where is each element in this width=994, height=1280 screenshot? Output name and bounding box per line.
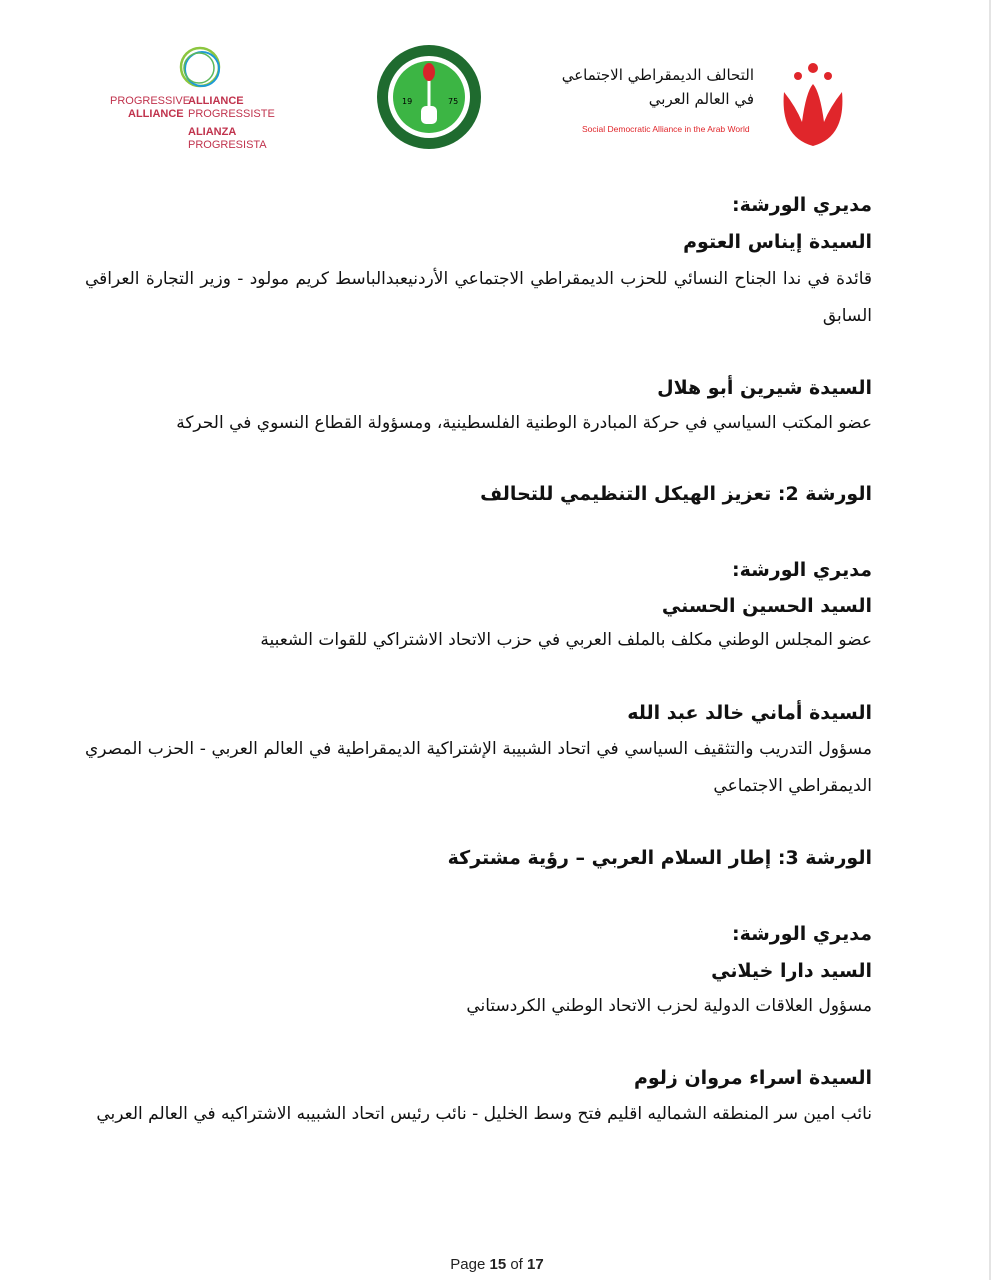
heading: السيدة شيرين أبو هلال	[657, 377, 872, 399]
svg-text:75: 75	[448, 97, 459, 106]
paragraph: قائدة في ندا الجناح النسائي للحزب الديمقراطي الاجتماعي الأردنيعبدالباسط كريم مولود - وزير التجارة العراقي السابق	[85, 269, 872, 326]
logo-text: ALIANZA	[188, 126, 237, 138]
heading: مديري الورشة:	[731, 194, 872, 216]
page-number: 15	[489, 1256, 507, 1273]
progressive-alliance-logo	[108, 44, 275, 154]
logo-text: PROGRESISTA	[188, 139, 267, 151]
heading: السيدة أماني خالد عبد الله	[627, 702, 872, 724]
page-edge	[989, 0, 991, 1280]
heading: السيدة إيناس العتوم	[683, 231, 872, 253]
logo-text: ALLIANCE	[128, 108, 184, 120]
page-label: Page	[450, 1256, 486, 1273]
heading: السيد الحسين الحسني	[661, 595, 872, 617]
heading: السيدة اسراء مروان زلوم	[633, 1067, 872, 1089]
heading: الورشة 3: إطار السلام العربي – رؤية مشتركة	[447, 847, 872, 869]
svg-text:19: 19	[402, 97, 413, 106]
paragraph: مسؤول التدريب والتثقيف السياسي في اتحاد الشبيبة الإشتراكية الديمقراطية في العالم العربي - الحزب المصري الديمقراطي الاجتماعي	[85, 739, 872, 796]
circles-icon	[176, 44, 226, 94]
logo-text: PROGRESSISTE	[188, 108, 275, 120]
tulip-icon	[780, 62, 846, 148]
heading: مديري الورشة:	[731, 559, 872, 581]
paragraph: عضو المكتب السياسي في حركة المبادرة الوطنية الفلسطينية، ومسؤولة القطاع النسوي في الحركة	[176, 413, 872, 433]
logo-english: Social Democratic Alliance in the Arab World	[582, 124, 750, 134]
logo-text: PROGRESSIVE	[110, 95, 191, 107]
heading: الورشة 2: تعزيز الهيكل التنظيمي للتحالف	[480, 483, 872, 505]
paragraph: مسؤول العلاقات الدولية لحزب الاتحاد الوطني الكردستاني	[466, 996, 872, 1016]
logo-arabic-line1: التحالف الديمقراطي الاجتماعي	[561, 66, 754, 84]
logo-arabic-line2: في العالم العربي	[648, 90, 754, 108]
logo-text: ALLIANCE	[188, 95, 244, 107]
page-total: 17	[527, 1256, 544, 1273]
sda-logo	[561, 62, 846, 152]
page-footer	[0, 1256, 994, 1273]
of-label: of	[510, 1256, 523, 1273]
paragraph: عضو المجلس الوطني مكلف بالملف العربي في حزب الاتحاد الاشتراكي للقوات الشعبية	[260, 630, 872, 650]
puk-logo	[376, 44, 482, 150]
heading: السيد دارا خيلاني	[711, 960, 872, 982]
heading: مديري الورشة:	[731, 923, 872, 945]
paragraph: نائب امين سر المنطقه الشماليه اقليم فتح وسط الخليل - نائب رئيس اتحاد الشبيبه الاشتراكيه في العالم العربي	[96, 1104, 872, 1124]
